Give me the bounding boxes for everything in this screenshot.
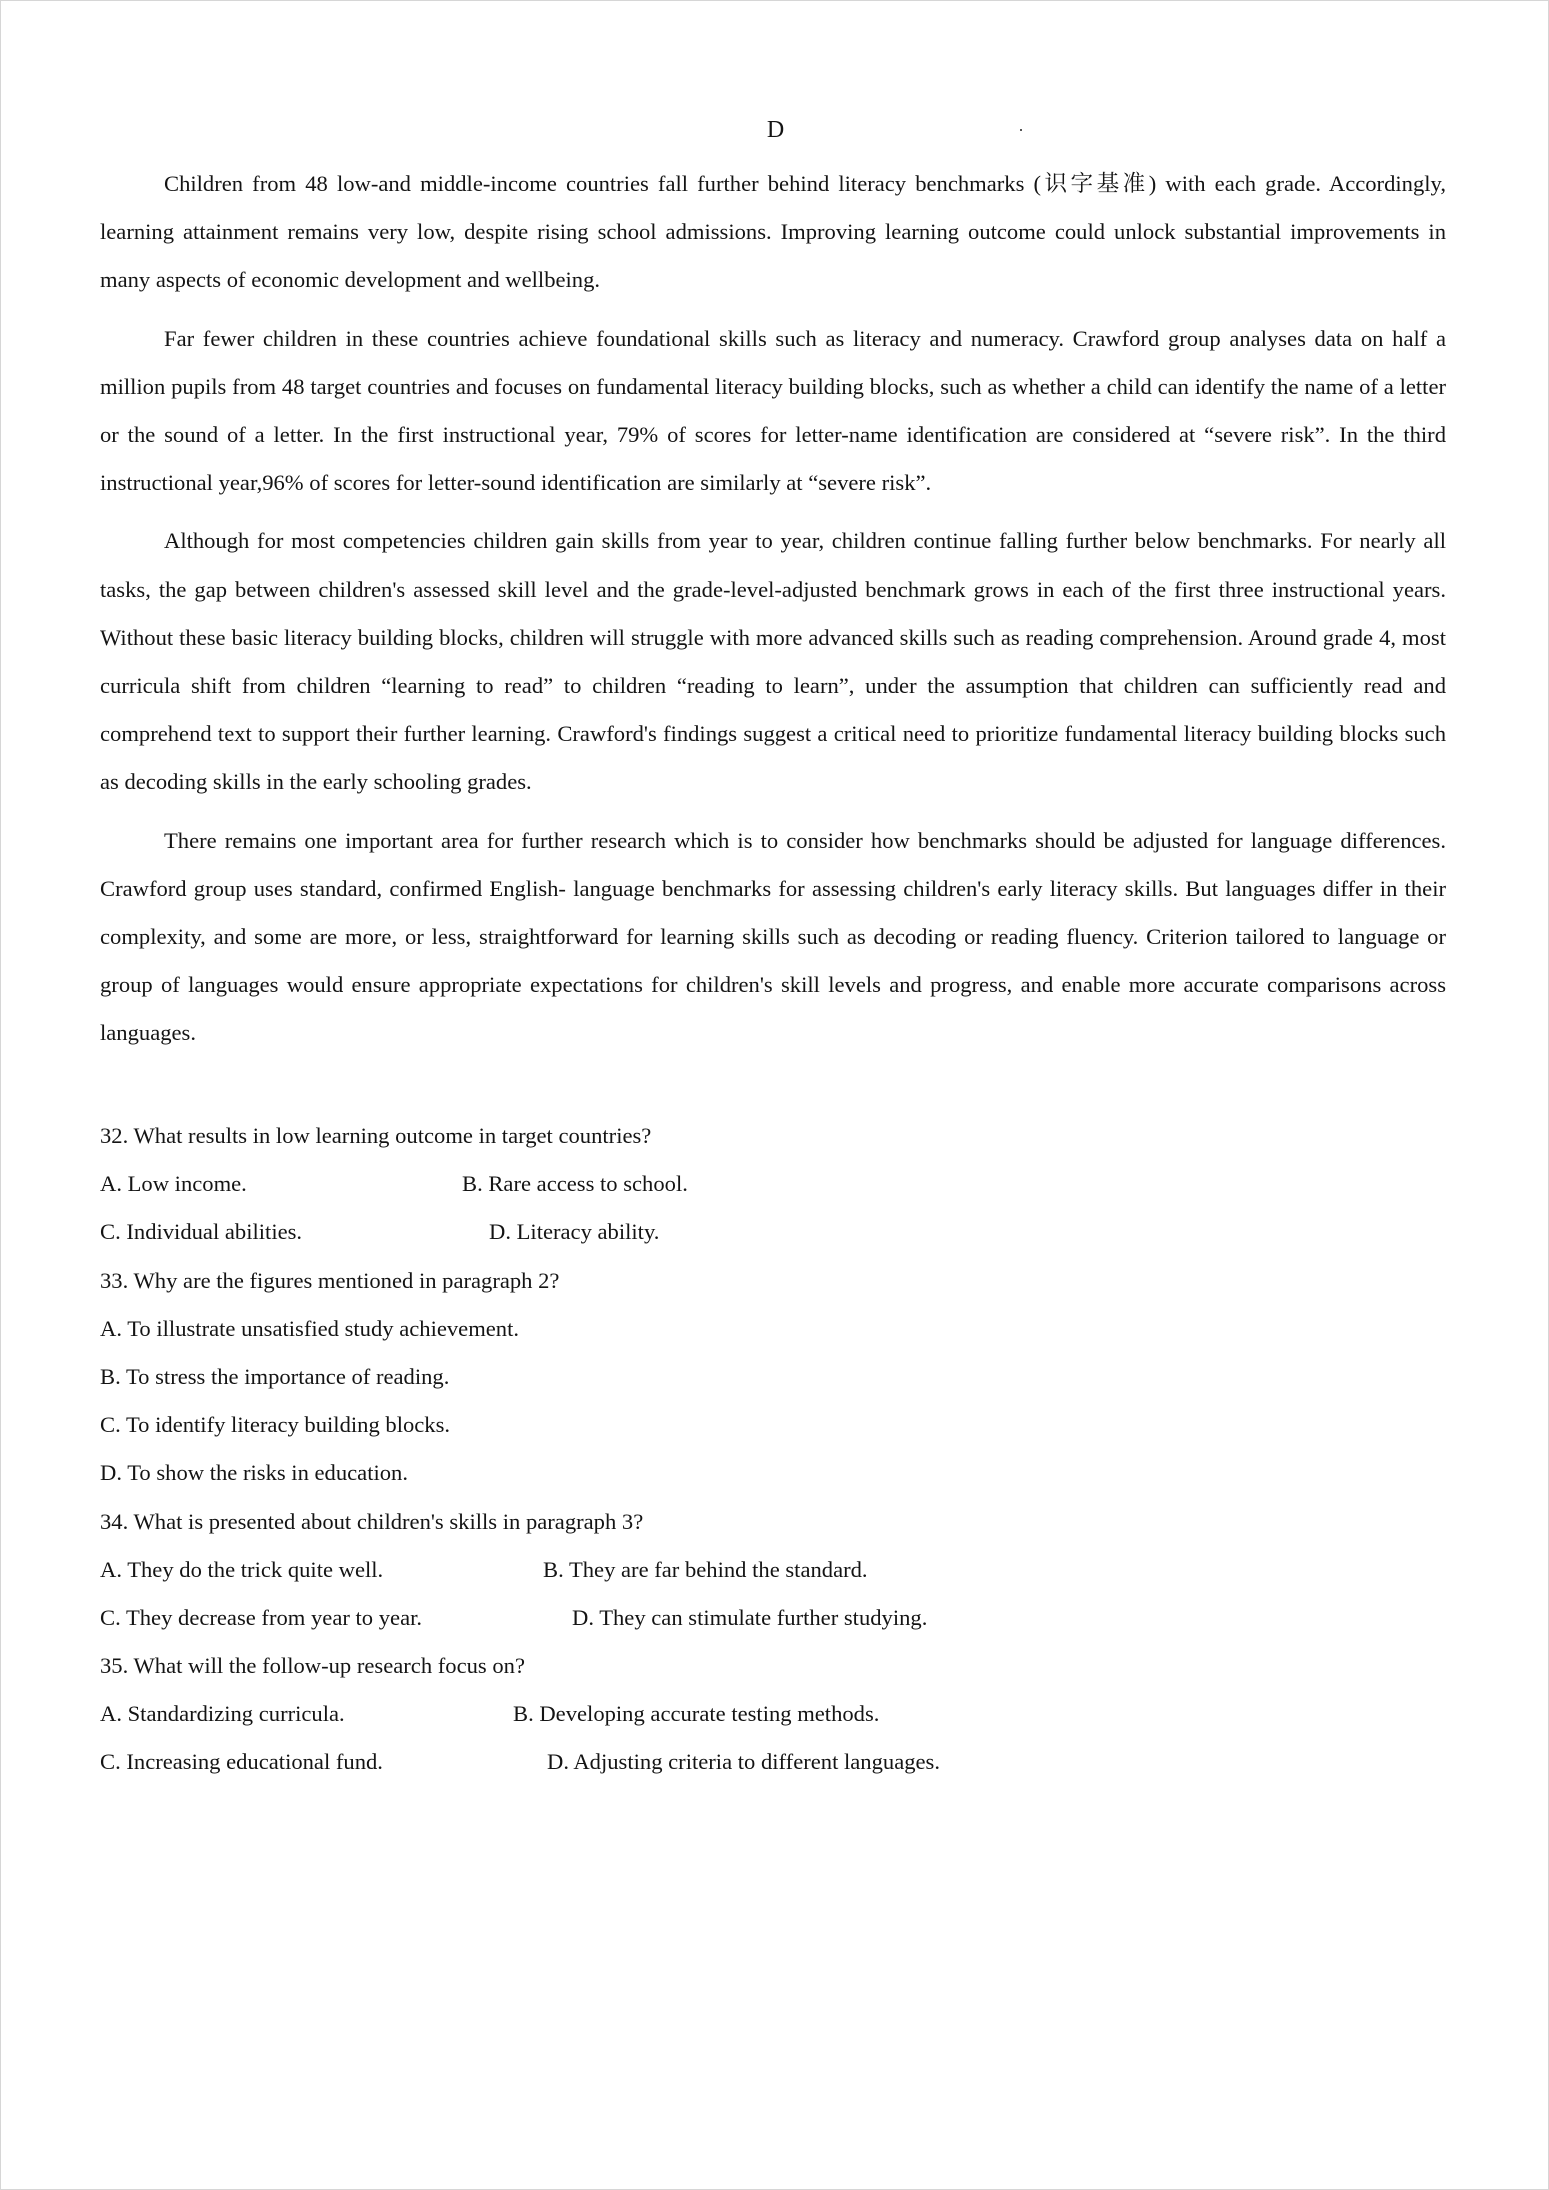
question-32-stem: 32. What results in low learning outcome in target countries? — [100, 1123, 652, 1148]
question-35-option-c: C. Increasing educational fund. — [100, 1749, 383, 1775]
question-33-option-d: D. To show the risks in education. — [100, 1460, 409, 1486]
question-34-stem: 34. What is presented about children's skills in paragraph 3? — [100, 1508, 644, 1534]
scan-speck — [1020, 129, 1022, 131]
question-35-option-b: B. Developing accurate testing methods. — [513, 1701, 880, 1727]
question-list — [100, 1112, 1446, 1787]
question-35-option-d: D. Adjusting criteria to different languages. — [547, 1749, 940, 1775]
question-32-options-row-2 — [100, 1208, 1446, 1256]
passage-paragraph-3: Although for most competencies children gain skills from year to year, children continue falling further below benchmarks. For nearly all tasks, the gap between children's assessed skill level and the grade-level-adjusted benchmark grows in each of the first three instructional years. Without these basic literacy building blocks, children will struggle with more advanced skills such as reading comprehension. Around grade 4, most curricula shift from children “learning to read” to children “reading to learn”, under the assumption that children can sufficiently read and comprehend text to support their further learning. Crawford's findings suggest a critical need to prioritize fundamental literacy building blocks such as decoding skills in the early schooling grades. — [100, 528, 1446, 795]
question-32-options-row-1 — [100, 1160, 1446, 1208]
question-32-option-d: D. Literacy ability. — [489, 1219, 660, 1245]
passage-paragraph-1: Children from 48 low-and middle-income countries fall further behind literacy benchmarks (识字基准) with each grade. Accordingly, learning attainment remains very low, despite rising school admissions. Improving learning outcome could unlock substantial improvements in many aspects of economic development and wellbeing. — [100, 171, 1446, 293]
question-34-options-row-2 — [100, 1594, 1446, 1642]
question-33-option-a: A. To illustrate unsatisfied study achievement. — [100, 1315, 520, 1341]
question-35-stem: 35. What will the follow-up research focus on? — [100, 1653, 525, 1679]
passage-paragraph-4: There remains one important area for further research which is to consider how benchmarks should be adjusted for language differences. Crawford group uses standard, confirmed English- language benchmarks for assessing children's early literacy skills. But languages differ in their complexity, and some are more, or less, straightforward for learning skills such as decoding or reading fluency. Criterion tailored to language or group of languages would ensure appropriate expectations for children's skill levels and progress, and enable more accurate comparisons across languages. — [100, 827, 1446, 1046]
passage-paragraph-2: Far fewer children in these countries achieve foundational skills such as literacy and numeracy. Crawford group analyses data on half a million pupils from 48 target countries and focuses on fundamental literacy building blocks, such as whether a child can identify the name of a letter or the sound of a letter. In the first instructional year, 79% of scores for letter-name identification are considered at “severe risk”. In the third instructional year,96% of scores for letter-sound identification are similarly at “severe risk”. — [100, 325, 1446, 496]
question-34-option-d: D. They can stimulate further studying. — [572, 1604, 928, 1630]
question-32-option-c: C. Individual abilities. — [100, 1219, 303, 1245]
question-34-options-row-1 — [100, 1546, 1446, 1594]
question-35-option-a: A. Standardizing curricula. — [100, 1701, 345, 1727]
question-33-stem: 33. Why are the figures mentioned in paragraph 2? — [100, 1267, 560, 1293]
reading-passage — [100, 160, 1446, 1068]
question-32-option-a: A. Low income. — [100, 1171, 247, 1197]
question-33-option-b: B. To stress the importance of reading. — [100, 1363, 450, 1389]
question-35-options-row-2 — [100, 1738, 1446, 1786]
question-34-option-c: C. They decrease from year to year. — [100, 1604, 423, 1630]
section-letter: D — [766, 117, 785, 143]
question-34-option-b: B. They are far behind the standard. — [543, 1556, 868, 1582]
question-33-option-c: C. To identify literacy building blocks. — [100, 1412, 451, 1438]
question-32-option-b: B. Rare access to school. — [462, 1171, 688, 1197]
question-35-options-row-1 — [100, 1690, 1446, 1738]
question-34-option-a: A. They do the trick quite well. — [100, 1556, 384, 1582]
